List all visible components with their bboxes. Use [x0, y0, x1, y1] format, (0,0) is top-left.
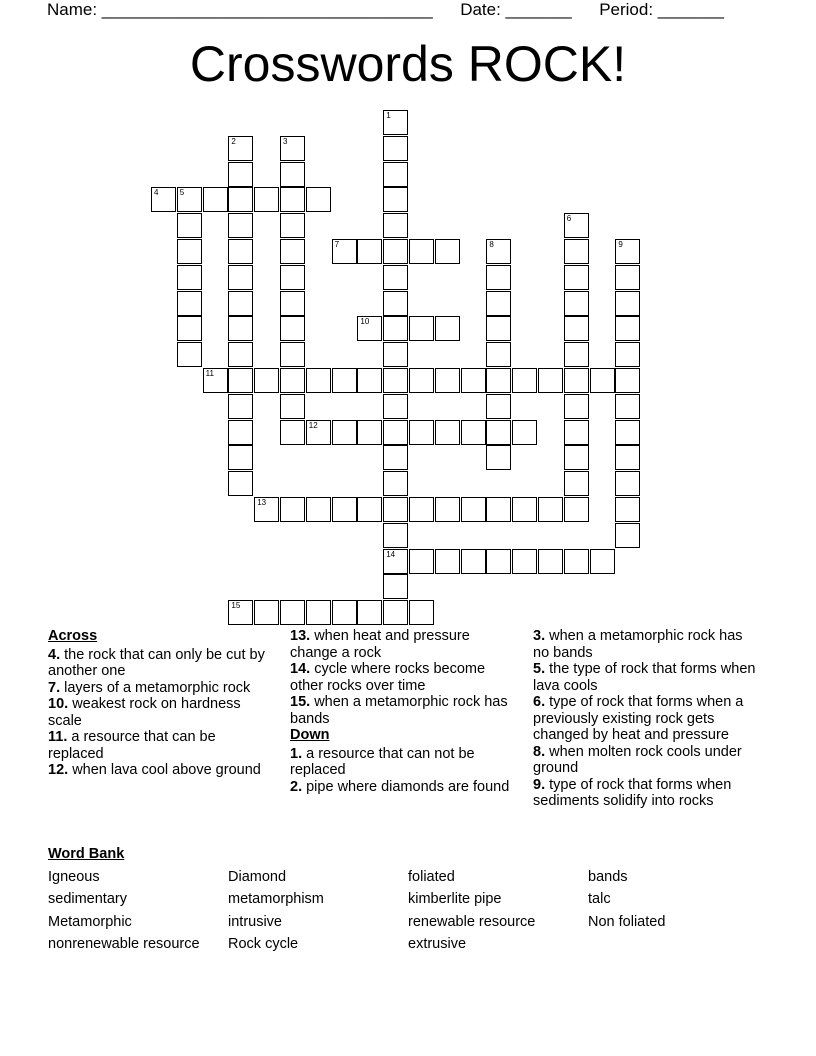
name-field-label[interactable]: Name: ___________________________________ — [47, 0, 433, 19]
clue-down-9: 9. type of rock that forms when sediments solidify into rocks — [533, 776, 732, 809]
clue-down-5: 5. the type of rock that forms when lava cools — [533, 661, 756, 694]
cell-number: 4 — [154, 188, 159, 198]
clues-col-2 — [290, 628, 512, 795]
crossword-cell[interactable] — [228, 265, 253, 290]
crossword-cell[interactable] — [280, 213, 305, 238]
crossword-cell[interactable] — [615, 265, 640, 290]
crossword-cell[interactable] — [280, 136, 305, 161]
crossword-cell[interactable] — [512, 420, 537, 445]
crossword-cell[interactable] — [357, 600, 382, 625]
crossword-cell[interactable] — [228, 342, 253, 367]
crossword-cell[interactable] — [280, 291, 305, 316]
period-field-label[interactable]: Period: _______ — [599, 0, 724, 19]
crossword-cell[interactable] — [383, 600, 408, 625]
clues-col-3 — [533, 628, 759, 810]
crossword-cell[interactable] — [435, 420, 460, 445]
cell-number: 9 — [618, 240, 623, 249]
crossword-cell[interactable] — [280, 394, 305, 419]
crossword-cell[interactable] — [461, 549, 486, 574]
crossword-cell[interactable] — [332, 420, 357, 445]
crossword-cell[interactable] — [486, 265, 511, 290]
crossword-cell[interactable] — [409, 600, 434, 625]
crossword-cell[interactable] — [564, 549, 589, 574]
crossword-cell[interactable] — [486, 291, 511, 316]
crossword-cell[interactable] — [486, 497, 511, 522]
cell-number: 2 — [231, 136, 236, 146]
crossword-cell[interactable] — [615, 420, 640, 445]
cell-number: 15 — [231, 601, 241, 611]
crossword-cell[interactable] — [486, 394, 511, 419]
crossword-cell[interactable] — [383, 213, 408, 238]
crossword-cell[interactable] — [177, 291, 202, 316]
crossword-cell[interactable] — [435, 549, 460, 574]
crossword-cell[interactable] — [409, 368, 434, 393]
word-bank-item: bands — [588, 869, 628, 885]
word-bank-heading: Word Bank — [48, 846, 125, 862]
crossword-cell[interactable] — [332, 239, 357, 264]
crossword-cell[interactable] — [254, 497, 279, 522]
crossword-cell[interactable] — [538, 497, 563, 522]
word-bank-item: renewable resource — [408, 914, 536, 930]
crossword-cell[interactable] — [357, 420, 382, 445]
crossword-cell[interactable] — [486, 239, 511, 264]
cell-number: 3 — [283, 136, 288, 146]
clue-across-12: 12. when lava cool above ground — [48, 762, 261, 778]
crossword-cell[interactable] — [383, 368, 408, 393]
crossword-cell[interactable] — [435, 316, 460, 341]
word-bank-item: Rock cycle — [228, 936, 299, 952]
crossword-cell[interactable] — [564, 316, 589, 341]
crossword-cell[interactable] — [280, 187, 305, 212]
crossword-cell[interactable] — [383, 549, 408, 574]
crossword-cell[interactable] — [564, 471, 589, 496]
crossword-cell[interactable] — [177, 316, 202, 341]
crossword-cell[interactable] — [512, 497, 537, 522]
crossword-cell[interactable] — [228, 239, 253, 264]
crossword-cell[interactable] — [461, 420, 486, 445]
crossword-cell[interactable] — [280, 265, 305, 290]
crossword-cell[interactable] — [280, 342, 305, 367]
crossword-cell[interactable] — [486, 316, 511, 341]
crossword-cell[interactable] — [383, 187, 408, 212]
crossword-cell[interactable] — [383, 265, 408, 290]
crossword-cell[interactable] — [383, 445, 408, 470]
crossword-cell[interactable] — [177, 342, 202, 367]
crossword-cell[interactable] — [228, 291, 253, 316]
crossword-cell[interactable] — [177, 265, 202, 290]
crossword-cell[interactable] — [615, 523, 640, 548]
crossword-cell[interactable] — [306, 497, 331, 522]
word-bank-item: extrusive — [408, 936, 467, 952]
crossword-cell[interactable] — [564, 213, 589, 238]
crossword-cell[interactable] — [306, 420, 331, 445]
word-bank-item: foliated — [408, 869, 455, 885]
cell-number: 11 — [205, 369, 214, 378]
crossword-cell[interactable] — [615, 239, 640, 264]
crossword-cell[interactable] — [383, 497, 408, 522]
word-bank-item: kimberlite pipe — [408, 891, 502, 907]
crossword-cell[interactable] — [332, 600, 357, 625]
crossword-cell[interactable] — [383, 342, 408, 367]
crossword-cell[interactable] — [383, 162, 408, 187]
crossword-cell[interactable] — [280, 497, 305, 522]
cell-number: 5 — [179, 188, 185, 198]
clue-across-13: 13. when heat and pressure change a rock — [290, 628, 470, 661]
crossword-cell[interactable] — [564, 394, 589, 419]
crossword-cell[interactable] — [512, 549, 537, 574]
crossword-cell[interactable] — [280, 420, 305, 445]
cell-number: 1 — [386, 111, 391, 120]
crossword-cell[interactable] — [486, 420, 511, 445]
clue-across-7: 7. layers of a metamorphic rock — [48, 679, 251, 696]
crossword-cell[interactable] — [357, 316, 382, 341]
crossword-cell[interactable] — [383, 239, 408, 264]
crossword-cell[interactable] — [383, 291, 408, 316]
crossword-cell[interactable] — [564, 342, 589, 367]
crossword-cell[interactable] — [383, 316, 408, 341]
crossword-cell[interactable] — [409, 420, 434, 445]
crossword-cell[interactable] — [228, 187, 253, 212]
word-bank-item: sedimentary — [48, 891, 127, 907]
crossword-cell[interactable] — [435, 368, 460, 393]
cell-number: 10 — [360, 317, 370, 327]
crossword-cell[interactable] — [254, 187, 279, 212]
cell-number: 14 — [386, 549, 396, 559]
crossword-cell[interactable] — [228, 420, 253, 445]
clue-across-14: 14. cycle where rocks become other rocks over time — [290, 661, 486, 694]
clue-across-10: 10. weakest rock on hardness scale — [48, 696, 241, 729]
crossword-cell[interactable] — [486, 368, 511, 393]
clue-down-6: 6. type of rock that forms when a previously existing rock gets changed by heat and pressure — [533, 694, 744, 743]
crossword-cell[interactable] — [564, 239, 589, 264]
clue-down-3: 3. when a metamorphic rock has no bands — [533, 628, 743, 661]
clue-across-11: 11. a resource that can be replaced — [48, 729, 216, 762]
crossword-cell[interactable] — [177, 239, 202, 264]
crossword-cell[interactable] — [409, 497, 434, 522]
crossword-cell[interactable] — [564, 497, 589, 522]
crossword-cell[interactable] — [486, 342, 511, 367]
across-clues-col-1 — [48, 628, 270, 779]
crossword-cell[interactable] — [409, 549, 434, 574]
crossword-cell[interactable] — [435, 239, 460, 264]
crossword-cell[interactable] — [280, 368, 305, 393]
crossword-cell[interactable] — [383, 574, 408, 599]
cell-number: 7 — [334, 240, 340, 249]
crossword-cell[interactable] — [615, 342, 640, 367]
crossword-cell[interactable] — [486, 549, 511, 574]
crossword-cell[interactable] — [512, 368, 537, 393]
crossword-cell[interactable] — [306, 187, 331, 212]
crossword-cell[interactable] — [564, 368, 589, 393]
crossword-cell[interactable] — [383, 523, 408, 548]
crossword-cell[interactable] — [203, 187, 228, 212]
word-bank-item: Non foliated — [588, 914, 666, 930]
crossword-cell[interactable] — [409, 239, 434, 264]
crossword-cell[interactable] — [280, 239, 305, 264]
crossword-cell[interactable] — [383, 110, 408, 135]
clue-down-8: 8. when molten rock cools under ground — [533, 743, 742, 776]
crossword-cell[interactable] — [357, 239, 382, 264]
crossword-cell[interactable] — [228, 600, 253, 625]
cell-number: 12 — [308, 420, 318, 430]
crossword-cell[interactable] — [306, 368, 331, 393]
word-bank-item: talc — [588, 891, 611, 907]
word-bank-item: intrusive — [228, 914, 282, 930]
clue-down-2: 2. pipe where diamonds are found — [290, 778, 510, 795]
crossword-cell[interactable] — [383, 136, 408, 161]
crossword-cell[interactable] — [615, 394, 640, 419]
across-heading: Across — [48, 628, 98, 644]
clue-across-15: 15. when a metamorphic rock has bands — [290, 694, 508, 727]
crossword-cell[interactable] — [306, 600, 331, 625]
crossword-cell[interactable] — [615, 316, 640, 341]
crossword-cell[interactable] — [486, 445, 511, 470]
crossword-cell[interactable] — [280, 316, 305, 341]
header — [47, 0, 724, 20]
crossword-cell[interactable] — [383, 471, 408, 496]
crossword-cell[interactable] — [280, 162, 305, 187]
page-title: Crosswords ROCK! — [189, 36, 627, 92]
cell-number: 8 — [489, 240, 494, 249]
crossword-cell[interactable] — [332, 368, 357, 393]
date-field-label[interactable]: Date: _______ — [460, 0, 572, 19]
crossword-cell[interactable] — [615, 497, 640, 522]
crossword-cell[interactable] — [203, 368, 228, 393]
crossword-cell[interactable] — [564, 291, 589, 316]
word-bank-item: metamorphism — [228, 891, 324, 907]
crossword-cell[interactable] — [254, 600, 279, 625]
crossword-cell[interactable] — [615, 445, 640, 470]
crossword-cell[interactable] — [357, 368, 382, 393]
crossword-cell[interactable] — [615, 471, 640, 496]
down-heading: Down — [290, 727, 330, 743]
crossword-cell[interactable] — [590, 368, 615, 393]
crossword-cell[interactable] — [151, 187, 176, 212]
clue-across-4: 4. the rock that can only be cut by another one — [48, 646, 265, 679]
crossword-cell[interactable] — [228, 213, 253, 238]
crossword-cell[interactable] — [177, 187, 202, 212]
word-bank-item: Metamorphic — [48, 914, 132, 930]
crossword-cell[interactable] — [383, 420, 408, 445]
crossword-cell[interactable] — [228, 471, 253, 496]
crossword-cell[interactable] — [590, 549, 615, 574]
clue-down-1: 1. a resource that can not be replaced — [290, 745, 475, 778]
crossword-cell[interactable] — [461, 368, 486, 393]
crossword-cell[interactable] — [228, 136, 253, 161]
cell-number: 6 — [566, 214, 572, 224]
crossword-cell[interactable] — [564, 420, 589, 445]
crossword-cell[interactable] — [177, 213, 202, 238]
word-bank-item: nonrenewable resource — [48, 936, 200, 952]
crossword-cell[interactable] — [332, 497, 357, 522]
crossword-cell[interactable] — [538, 549, 563, 574]
crossword-cell[interactable] — [228, 445, 253, 470]
crossword-cell[interactable] — [228, 394, 253, 419]
crossword-cell[interactable] — [228, 368, 253, 393]
cell-number: 13 — [257, 498, 267, 507]
crossword-cell[interactable] — [228, 162, 253, 187]
word-bank-item: Diamond — [228, 869, 287, 885]
crossword-cell[interactable] — [538, 368, 563, 393]
crossword-cell[interactable] — [615, 368, 640, 393]
crossword-cell[interactable] — [280, 600, 305, 625]
crossword-cell[interactable] — [254, 368, 279, 393]
crossword-cell[interactable] — [615, 291, 640, 316]
crossword-cell[interactable] — [383, 394, 408, 419]
crossword-cell[interactable] — [409, 316, 434, 341]
crossword-cell[interactable] — [228, 316, 253, 341]
crossword-cell[interactable] — [564, 265, 589, 290]
word-bank-item: Igneous — [48, 869, 100, 885]
crossword-cell[interactable] — [435, 497, 460, 522]
crossword-cell[interactable] — [564, 445, 589, 470]
crossword-cell[interactable] — [461, 497, 486, 522]
crossword-cell[interactable] — [357, 497, 382, 522]
